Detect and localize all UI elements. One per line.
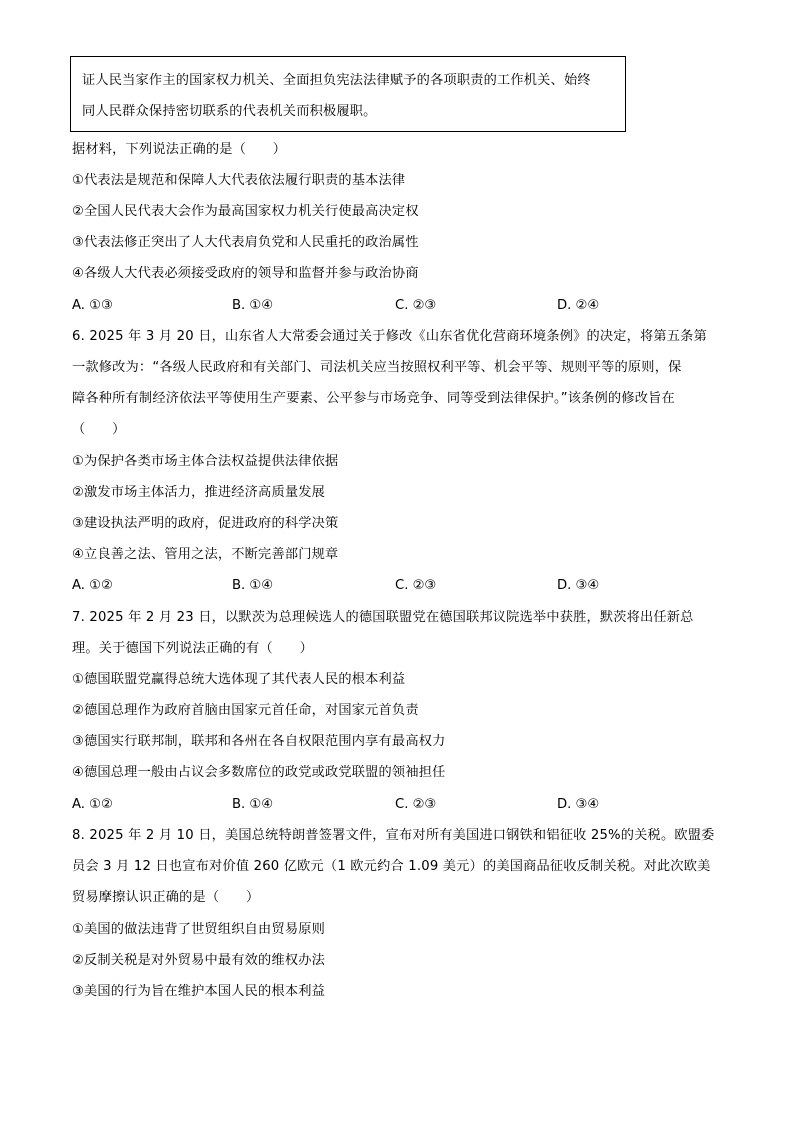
q6-line-1: 6. 2025 年 3 月 20 日，山东省人大常委会通过关于修改《山东省优化营商环境条例》的决定，将第五条第 bbox=[72, 329, 707, 344]
q6-line-3: 障各种所有制经济依法平等使用生产要素、公平参与市场竞争、同等受到法律保护。”该条例的修改旨在 bbox=[72, 391, 675, 406]
q7-statement-2: ②德国总理作为政府首脑由国家元首任命，对国家元首负责 bbox=[72, 703, 419, 718]
q7-option-c: C. ②③ bbox=[395, 797, 437, 812]
q8-statement-1: ①美国的做法违背了世贸组织自由贸易原则 bbox=[72, 922, 325, 937]
material-line-2: 同人民群众保持密切联系的代表机关而积极履职。 bbox=[82, 104, 377, 119]
q6-statement-2: ②激发市场主体活力，推进经济高质量发展 bbox=[72, 485, 325, 500]
q8-statement-3: ③美国的行为旨在维护本国人民的根本利益 bbox=[72, 984, 325, 999]
q6-line-4: （ ） bbox=[72, 422, 126, 437]
q7-statement-3: ③德国实行联邦制，联邦和各州在各自权限范围内享有最高权力 bbox=[72, 734, 446, 749]
q5-option-d: D. ②④ bbox=[557, 298, 600, 313]
q7-option-a: A. ①② bbox=[72, 797, 113, 812]
q8-line-1: 8. 2025 年 2 月 10 日，美国总统特朗普签署文件，宣布对所有美国进口钢铁和铝征收 25%的关税。欧盟委 bbox=[72, 828, 715, 843]
q5-option-b: B. ①④ bbox=[232, 298, 274, 313]
q8-statement-2: ②反制关税是对外贸易中最有效的维权办法 bbox=[72, 953, 325, 968]
q6-statement-3: ③建设执法严明的政府，促进政府的科学决策 bbox=[72, 516, 339, 531]
q6-statement-4: ④立良善之法、管用之法，不断完善部门规章 bbox=[72, 547, 339, 562]
q5-statement-3: ③代表法修正突出了人大代表肩负党和人民重托的政治属性 bbox=[72, 235, 419, 250]
material-line-1: 证人民当家作主的国家权力机关、全面担负宪法法律赋予的各项职责的工作机关、始终 bbox=[82, 73, 591, 88]
q5-stem: 据材料，下列说法正确的是（ ） bbox=[72, 142, 287, 157]
q5-option-c: C. ②③ bbox=[395, 298, 437, 313]
q8-line-2: 员会 3 月 12 日也宣布对价值 260 亿欧元（1 欧元约合 1.09 美元）的美国商品征收反制关税。对此次欧美 bbox=[72, 859, 711, 874]
q5-statement-4: ④各级人大代表必须接受政府的领导和监督并参与政治协商 bbox=[72, 266, 419, 281]
q7-statement-4: ④德国总理一般由占议会多数席位的政党或政党联盟的领袖担任 bbox=[72, 765, 446, 780]
q7-option-d: D. ③④ bbox=[557, 797, 600, 812]
q5-statement-1: ①代表法是规范和保障人大代表依法履行职责的基本法律 bbox=[72, 173, 406, 188]
material-box bbox=[70, 56, 626, 132]
q7-line-1: 7. 2025 年 2 月 23 日，以默茨为总理候选人的德国联盟党在德国联邦议院选举中获胜，默茨将出任新总 bbox=[72, 610, 694, 625]
q6-option-b: B. ①④ bbox=[232, 578, 274, 593]
q5-statement-2: ②全国人民代表大会作为最高国家权力机关行使最高决定权 bbox=[72, 204, 419, 219]
q6-option-a: A. ①② bbox=[72, 578, 113, 593]
q7-line-2: 理。关于德国下列说法正确的有（ ） bbox=[72, 641, 313, 656]
q6-option-d: D. ③④ bbox=[557, 578, 600, 593]
q7-option-b: B. ①④ bbox=[232, 797, 274, 812]
q7-statement-1: ①德国联盟党赢得总统大选体现了其代表人民的根本利益 bbox=[72, 672, 406, 687]
q5-option-a: A. ①③ bbox=[72, 298, 113, 313]
q6-line-2: 一款修改为：“各级人民政府和有关部门、司法机关应当按照权利平等、机会平等、规则平等的原则，保 bbox=[72, 360, 682, 375]
q6-statement-1: ①为保护各类市场主体合法权益提供法律依据 bbox=[72, 454, 339, 469]
q6-option-c: C. ②③ bbox=[395, 578, 437, 593]
q8-line-3: 贸易摩擦认识正确的是（ ） bbox=[72, 890, 260, 905]
